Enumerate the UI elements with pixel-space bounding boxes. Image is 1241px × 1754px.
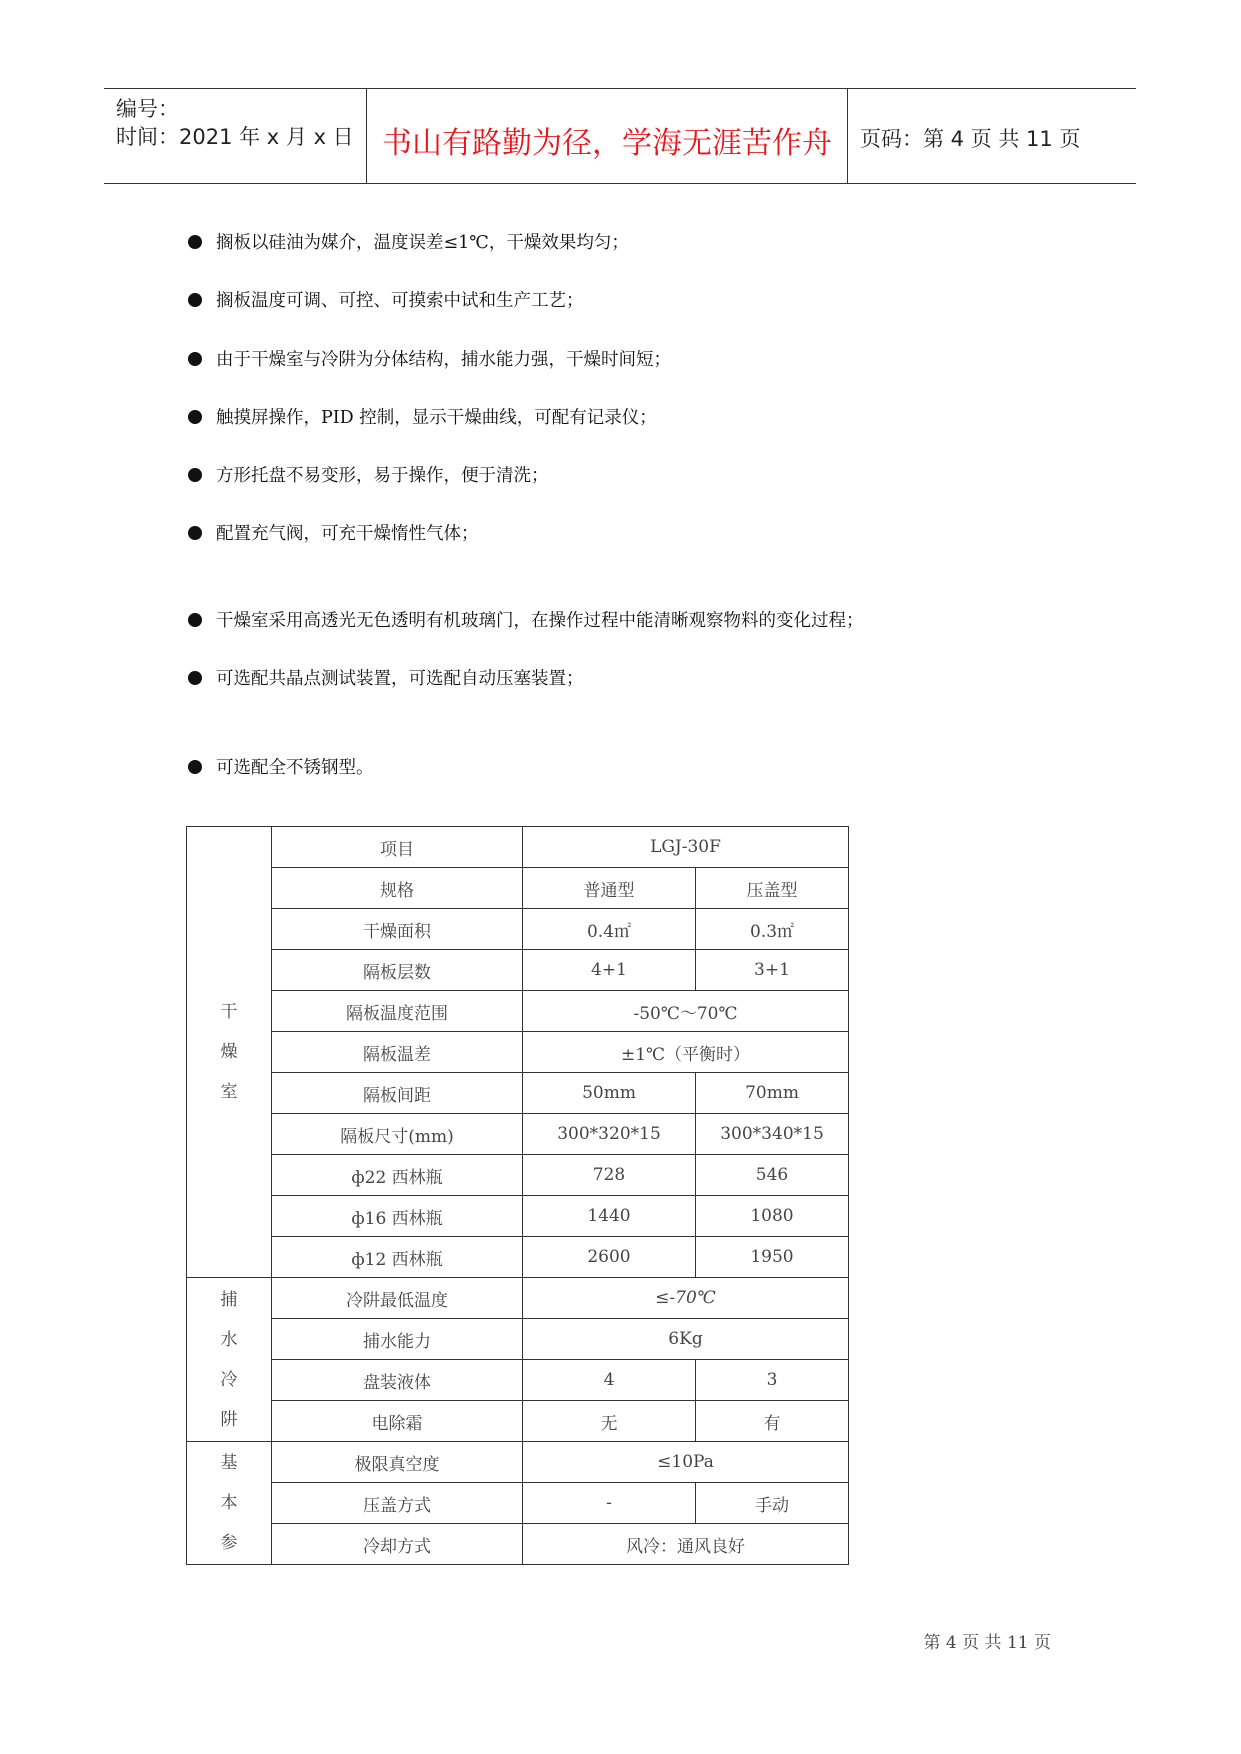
row-value: 50mm bbox=[523, 1073, 696, 1114]
row-value: 有 bbox=[696, 1401, 849, 1442]
table-row bbox=[187, 1319, 849, 1360]
row-value: LGJ-30F bbox=[523, 827, 849, 868]
page-header bbox=[104, 88, 1136, 184]
bullet-icon bbox=[188, 468, 202, 482]
feature-item: 触摸屏操作，PID 控制，显示干燥曲线，可配有记录仪； bbox=[188, 404, 657, 429]
row-value: 2600 bbox=[523, 1237, 696, 1278]
table-row bbox=[187, 827, 849, 868]
table-row bbox=[187, 1073, 849, 1114]
table-row bbox=[187, 991, 849, 1032]
row-label: ф16 西林瓶 bbox=[272, 1196, 523, 1237]
header-meta-cell bbox=[104, 89, 367, 183]
row-value: 300*320*15 bbox=[523, 1114, 696, 1155]
row-value: ≤-70℃ bbox=[523, 1278, 849, 1319]
table-row bbox=[187, 1155, 849, 1196]
row-value: 546 bbox=[696, 1155, 849, 1196]
row-label: 冷阱最低温度 bbox=[272, 1278, 523, 1319]
bullet-icon bbox=[188, 613, 202, 627]
row-value: - bbox=[523, 1483, 696, 1524]
header-motto-cell bbox=[367, 89, 848, 183]
row-label: 隔板尺寸(mm) bbox=[272, 1114, 523, 1155]
feature-item: 可选配全不锈钢型。 bbox=[188, 754, 374, 779]
bullet-icon bbox=[188, 352, 202, 366]
table-row bbox=[187, 1032, 849, 1073]
bullet-icon bbox=[188, 235, 202, 249]
row-value: -50℃～70℃ bbox=[523, 991, 849, 1032]
row-value: 3 bbox=[696, 1360, 849, 1401]
row-value: 4 bbox=[523, 1360, 696, 1401]
feature-item: 方形托盘不易变形，易于操作，便于清洗； bbox=[188, 462, 549, 487]
row-value: 0.3㎡ bbox=[696, 909, 849, 950]
bullet-icon bbox=[188, 293, 202, 307]
row-value: 风冷：通风良好 bbox=[523, 1524, 849, 1565]
header-page-number: 页码：第 4 页 共 11 页 bbox=[860, 127, 1081, 151]
row-label: 捕水能力 bbox=[272, 1319, 523, 1360]
row-value: 3+1 bbox=[696, 950, 849, 991]
group-drying-chamber: 干 燥 室 bbox=[187, 827, 272, 1278]
table-row bbox=[187, 1442, 849, 1483]
header-page-cell bbox=[848, 89, 1136, 183]
row-label: 冷却方式 bbox=[272, 1524, 523, 1565]
table-row bbox=[187, 1524, 849, 1565]
row-value: 1080 bbox=[696, 1196, 849, 1237]
row-value: 普通型 bbox=[523, 868, 696, 909]
feature-item: 干燥室采用高透光无色透明有机玻璃门，在操作过程中能清晰观察物料的变化过程； bbox=[188, 607, 864, 632]
row-label: 隔板层数 bbox=[272, 950, 523, 991]
group-cold-trap: 捕 水 冷 阱 bbox=[187, 1278, 272, 1442]
header-motto: 书山有路勤为径，学海无涯苦作舟 bbox=[382, 126, 832, 161]
row-label: ф22 西林瓶 bbox=[272, 1155, 523, 1196]
table-row bbox=[187, 1401, 849, 1442]
table-row bbox=[187, 868, 849, 909]
row-value: 无 bbox=[523, 1401, 696, 1442]
group-basic-params: 基 本 参 bbox=[187, 1442, 272, 1565]
spec-table bbox=[186, 826, 849, 1565]
row-value: 4+1 bbox=[523, 950, 696, 991]
bullet-icon bbox=[188, 671, 202, 685]
row-value: 70mm bbox=[696, 1073, 849, 1114]
row-value: 728 bbox=[523, 1155, 696, 1196]
feature-item: 搁板温度可调、可控、可摸索中试和生产工艺； bbox=[188, 287, 584, 312]
row-value: ≤10Pa bbox=[523, 1442, 849, 1483]
table-row bbox=[187, 1237, 849, 1278]
feature-item: 可选配共晶点测试装置，可选配自动压塞装置； bbox=[188, 665, 584, 690]
row-label: 极限真空度 bbox=[272, 1442, 523, 1483]
feature-item: 配置充气阀，可充干燥惰性气体； bbox=[188, 520, 479, 545]
row-label: 项目 bbox=[272, 827, 523, 868]
bullet-icon bbox=[188, 526, 202, 540]
row-value: 6Kg bbox=[523, 1319, 849, 1360]
feature-item: 由于干燥室与冷阱为分体结构，捕水能力强，干燥时间短； bbox=[188, 346, 671, 371]
row-value: ±1℃（平衡时） bbox=[523, 1032, 849, 1073]
table-row bbox=[187, 1360, 849, 1401]
table-row bbox=[187, 1483, 849, 1524]
table-row bbox=[187, 1114, 849, 1155]
row-value: 手动 bbox=[696, 1483, 849, 1524]
table-row bbox=[187, 950, 849, 991]
row-value: 压盖型 bbox=[696, 868, 849, 909]
document-time-label: 时间：2021 年 x 月 x 日 bbox=[116, 125, 354, 149]
row-value: 1950 bbox=[696, 1237, 849, 1278]
row-label: 压盖方式 bbox=[272, 1483, 523, 1524]
table-row bbox=[187, 1278, 849, 1319]
row-label: 规格 bbox=[272, 868, 523, 909]
row-label: 隔板温差 bbox=[272, 1032, 523, 1073]
row-label: 隔板温度范围 bbox=[272, 991, 523, 1032]
row-value: 0.4㎡ bbox=[523, 909, 696, 950]
row-label: 盘装液体 bbox=[272, 1360, 523, 1401]
page-footer: 第 4 页 共 11 页 bbox=[923, 1633, 1051, 1653]
table-row bbox=[187, 909, 849, 950]
table-row bbox=[187, 1196, 849, 1237]
bullet-icon bbox=[188, 760, 202, 774]
row-value: 1440 bbox=[523, 1196, 696, 1237]
document-number-label: 编号： bbox=[116, 97, 179, 121]
row-label: 电除霜 bbox=[272, 1401, 523, 1442]
row-value: 300*340*15 bbox=[696, 1114, 849, 1155]
row-label: 隔板间距 bbox=[272, 1073, 523, 1114]
feature-item: 搁板以硅油为媒介，温度误差≤1℃，干燥效果均匀； bbox=[188, 229, 629, 254]
row-label: 干燥面积 bbox=[272, 909, 523, 950]
bullet-icon bbox=[188, 410, 202, 424]
row-label: ф12 西林瓶 bbox=[272, 1237, 523, 1278]
